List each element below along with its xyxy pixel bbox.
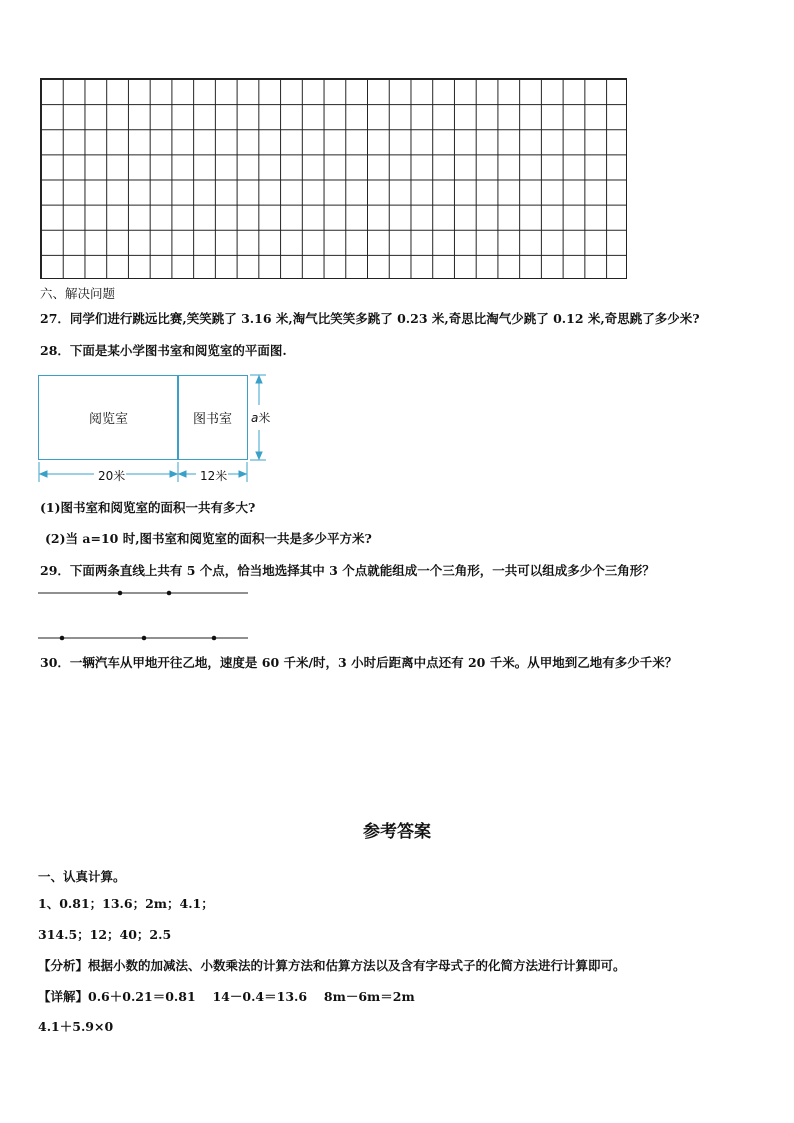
question-29: 29．下面两条直线上共有 5 个点，恰当地选择其中 3 个点就能组成一个三角形，一共可以组成多少个三角形？ (40, 563, 655, 578)
section-title: 六、解决问题 (40, 286, 116, 301)
dim-unit: 米 (258, 411, 271, 425)
reading-room-label: 阅览室 (88, 412, 128, 427)
answer-analysis: 【分析】根据小数的加减法、小数乘法的计算方法和估算方法以及含有字母式子的化简方法进行计算即可。 (38, 958, 626, 973)
point (60, 636, 65, 641)
dim-var-a: a (251, 411, 259, 425)
question-30: 30．一辆汽车从甲地开往乙地，速度是 60 千米/时，3 小时后距离中点还有 20 千米。从甲地到乙地有多少千米？ (40, 655, 678, 670)
answer-line-5: 4.1＋5.9×0 (38, 1019, 114, 1034)
answers-title: 参考答案 (363, 822, 431, 842)
question-28: 28．下面是某小学图书室和阅览室的平面图. (40, 343, 287, 358)
question-28-part-1: (1)图书室和阅览室的面积一共有多大? (40, 500, 256, 515)
library-room-label: 图书室 (192, 412, 232, 427)
answers-section-1: 一、认真计算。 (38, 869, 126, 884)
question-27: 27．同学们进行跳远比赛,笑笑跳了 3.16 米,淘气比笑笑多跳了 0.23 米,奇思比淘气少跳了 0.12 米,奇思跳了多少米? (40, 311, 700, 326)
question-28-part-2: (2)当 a=10 时,图书室和阅览室的面积一共是多少平方米? (45, 531, 372, 546)
dim-label-a (251, 409, 270, 426)
point (167, 591, 172, 596)
points (60, 591, 217, 641)
point (118, 591, 123, 596)
answer-line-2: 314.5；12；40；2.5 (38, 927, 172, 942)
answer-detail: 【详解】0.6＋0.21＝0.81 14－0.4＝13.6 8m－6m＝2m (38, 989, 415, 1004)
dim-label-20m: 20米 (98, 469, 126, 483)
point (212, 636, 217, 641)
point (142, 636, 147, 641)
dim-label-12m: 12米 (200, 469, 228, 483)
answer-line-1: 1、0.81；13.6；2m；4.1； (38, 896, 214, 911)
